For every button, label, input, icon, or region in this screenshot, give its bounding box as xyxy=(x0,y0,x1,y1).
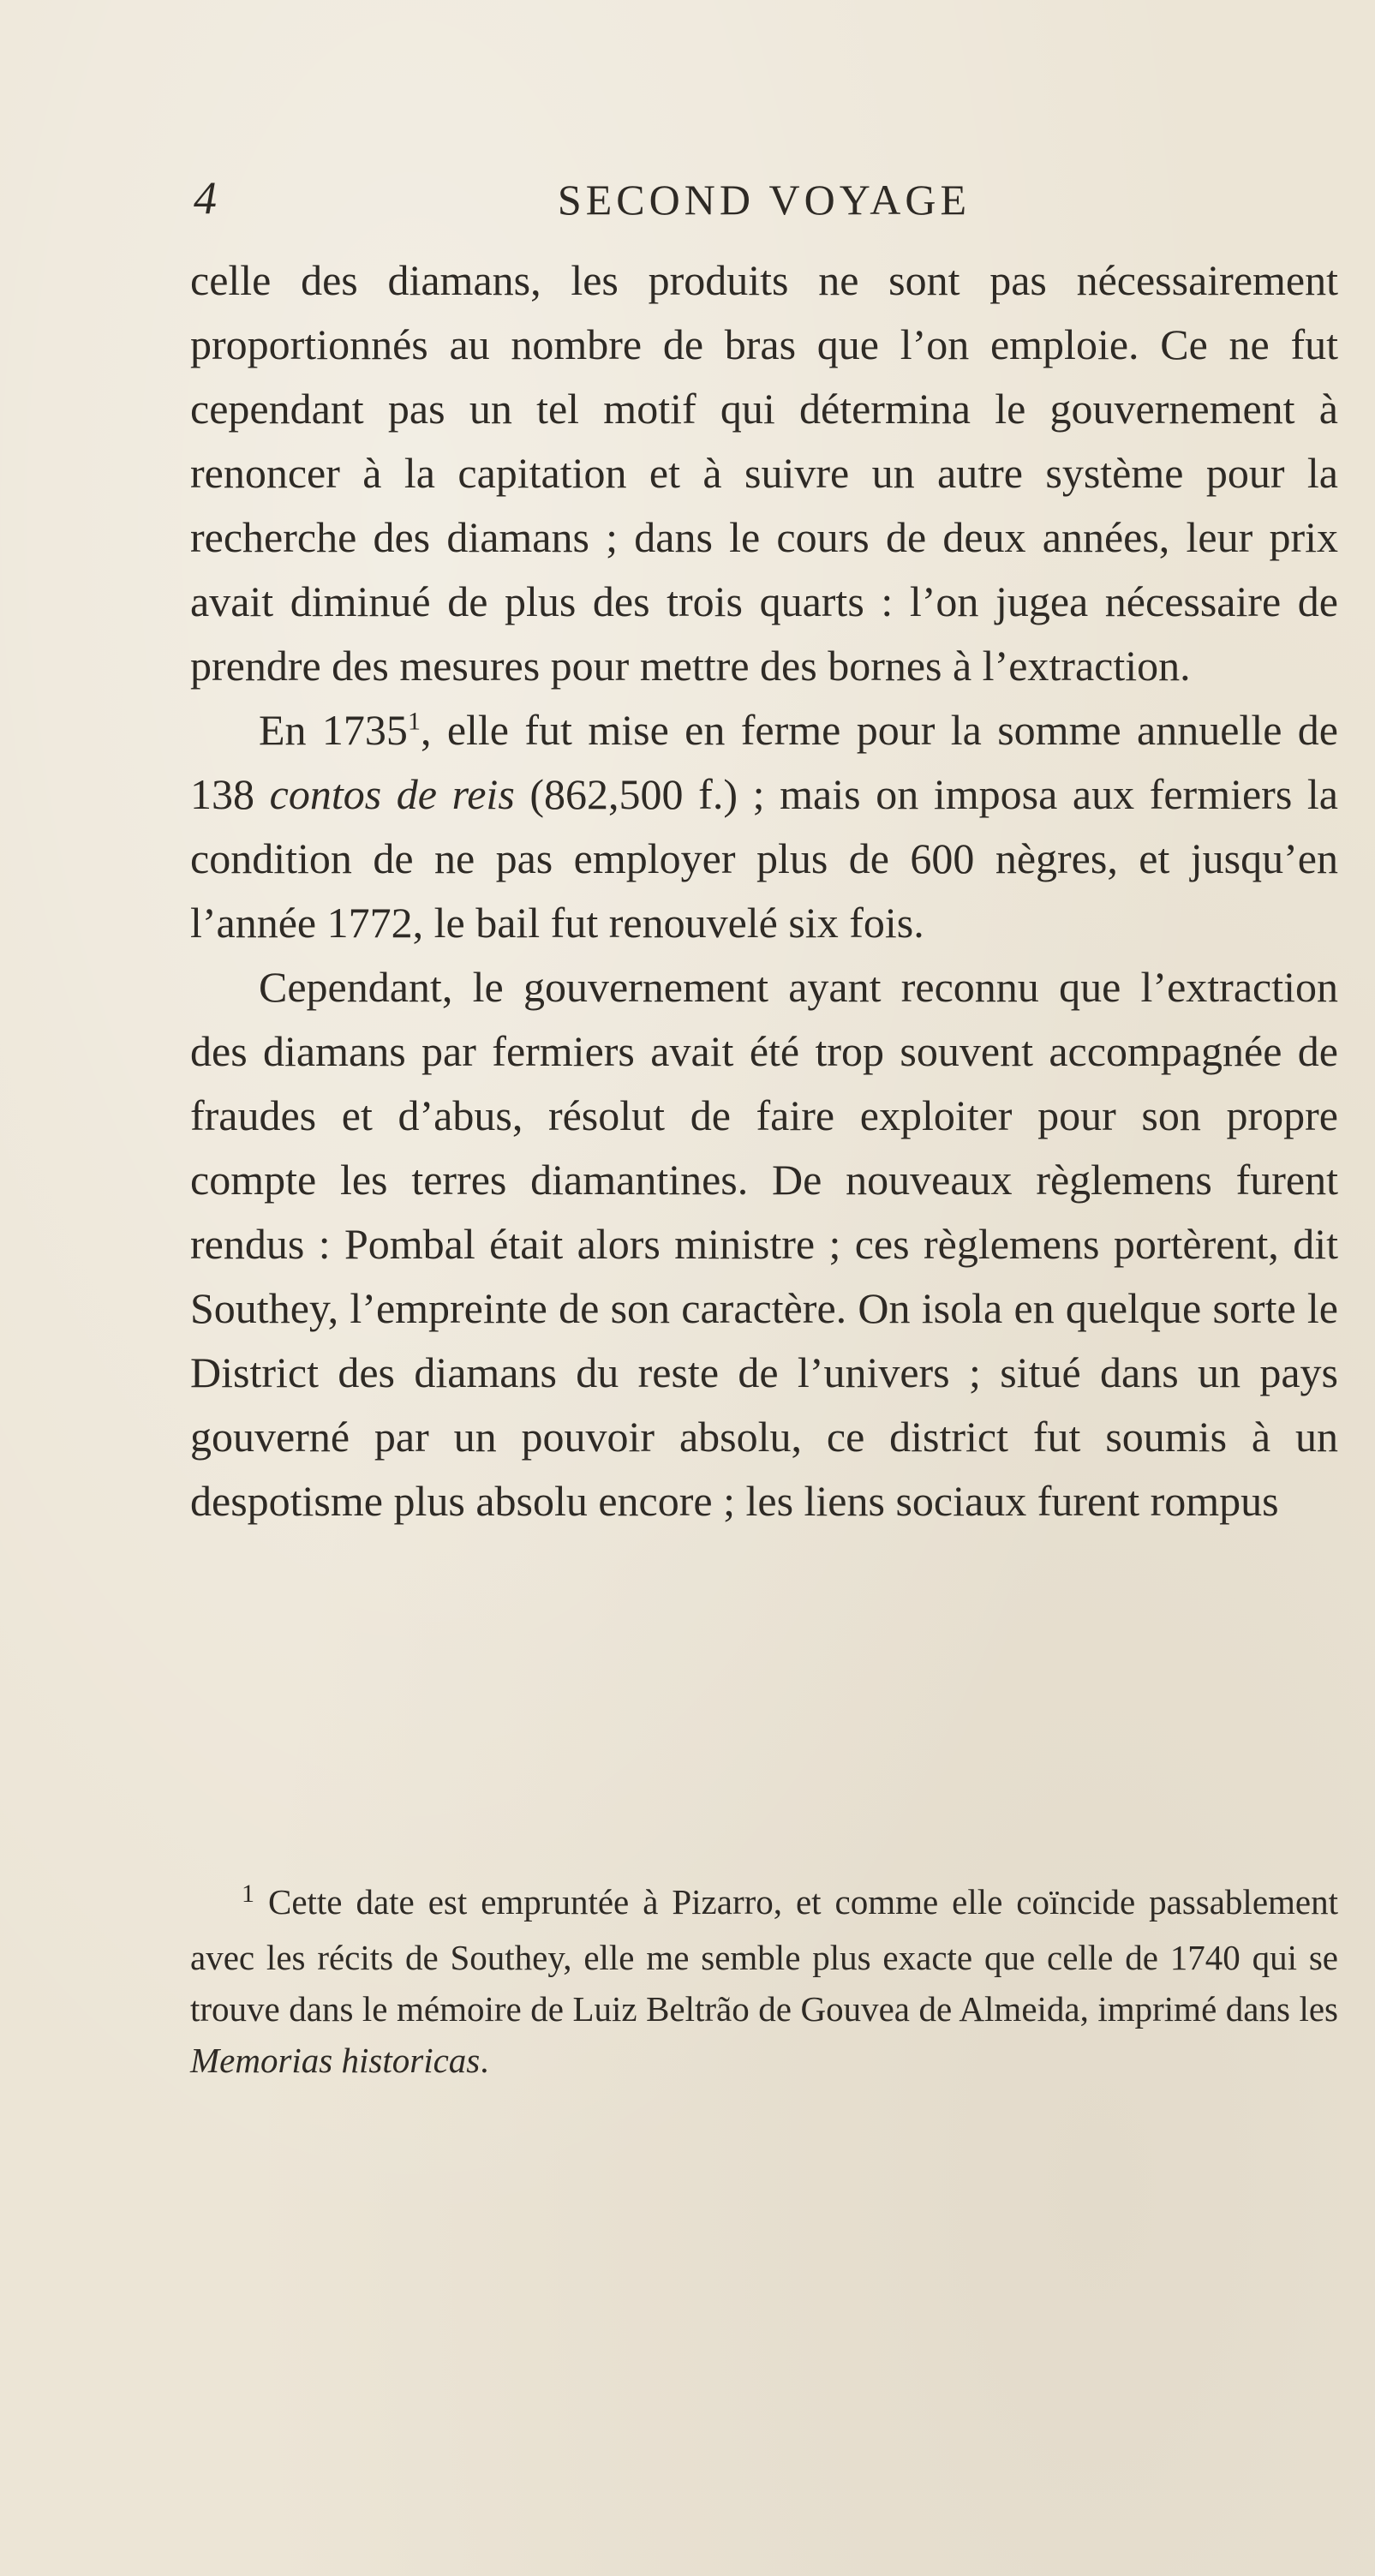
footnote-1 xyxy=(190,1876,1338,2086)
page-header xyxy=(190,171,1338,240)
italic-term: contos de reis xyxy=(269,770,515,818)
main-text xyxy=(190,248,1338,1533)
footnote-text: Cette date est empruntée à Pizarro, et comme elle coïncide passablement avec les récits de Southey, elle me semble plus exacte que celle de 1740 qui se trouve dans le mémoire de Luiz Beltrão de Gouvea de Almeida, imprimé dans les xyxy=(190,1882,1338,2029)
running-title: SECOND VOYAGE xyxy=(557,176,971,224)
paragraph-2-middle: , elle fut mise en ferme pour la somme annuelle de 138 xyxy=(190,706,1338,818)
footnote-end: . xyxy=(480,2041,489,2080)
footnote-italic-title: Memorias historicas xyxy=(190,2041,481,2080)
paragraph-2-start: En 1735 xyxy=(259,706,408,754)
paragraph-1: celle des diamans, les produits ne sont pas nécessairement proportionnés au nombre de bras que l’on emploie. Ce ne fut cependant pas un tel motif qui détermina le gouvernement à renoncer à la capitation et à suivre un autre système pour la recherche des diamans ; dans le cours de deux années, leur prix avait diminué de plus des trois quarts : l’on jugea nécessaire de prendre des mesures pour mettre des bornes à l’extraction. xyxy=(190,256,1338,690)
paragraph-2 xyxy=(190,698,1338,955)
footnote-reference: 1 xyxy=(407,707,421,736)
page-number: 4 xyxy=(194,172,217,224)
paragraph-2-end: (862,500 f.) ; mais on imposa aux fermiers la condition de ne pas employer plus de 600 nègres, et jusqu’en l’année 1772, le bail fut renouvelé six fois. xyxy=(190,770,1338,947)
footnote-area xyxy=(190,1876,1338,2086)
footnote-mark: 1 xyxy=(242,1880,254,1908)
paragraph-3: Cependant, le gouvernement ayant reconnu que l’extraction des diamans par fermiers avait été trop souvent accompagnée de fraudes et d’abus, résolut de faire exploiter pour son propre compte les terres diamantines. De nouveaux règlemens furent rendus : Pombal était alors ministre ; ces règlemens portèrent, dit Southey, l’empreinte de son caractère. On isola en quelque sorte le District des diamans du reste de l’univers ; situé dans un pays gouverné par un pouvoir absolu, ce district fut soumis à un despotisme plus absolu encore ; les liens sociaux furent rompus xyxy=(190,963,1338,1525)
